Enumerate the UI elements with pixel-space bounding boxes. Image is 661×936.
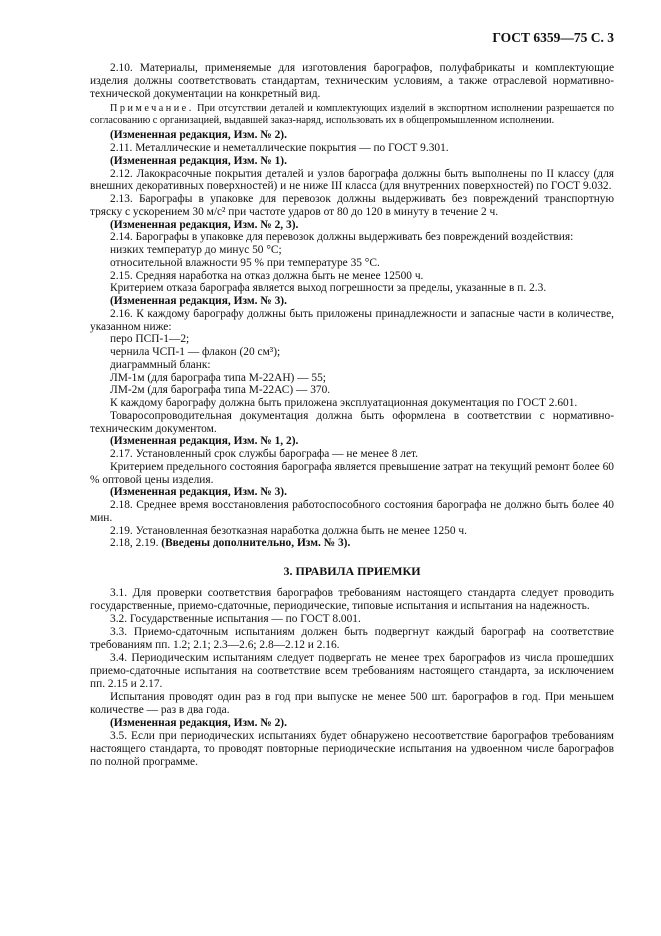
clause-2-13: 2.13. Барографы в упаковке для перевозок должны выдерживать без повреждений транспортную тряску с ускорением 30 м/с² при частоте ударов от 80 до 120 в минуту в течение 2 ч. bbox=[90, 193, 614, 218]
revision-note: (Измененная редакция, Изм. № 2). bbox=[110, 716, 287, 729]
clause-2-10: 2.10. Материалы, применяемые для изготовления барографов, полуфабрикаты и комплектующие изделия должны соответствовать стандартам, техническим условиям, а также отраслевой нормативно-технической документации на конкретный вид. bbox=[90, 62, 614, 100]
revision-note: (Измененная редакция, Изм. № 2, 3). bbox=[110, 218, 299, 231]
list-item: ЛМ-2м (для барографа типа М-22АС) — 370. bbox=[110, 384, 331, 397]
clause-2-19: 2.19. Установленная безотказная наработка должна быть не менее 1250 ч. bbox=[110, 524, 467, 537]
clause-2-11: 2.11. Металлические и неметаллические покрытия — по ГОСТ 9.301. bbox=[110, 142, 449, 154]
revision-note: (Измененная редакция, Изм. № 1). bbox=[110, 154, 287, 167]
note bbox=[90, 103, 614, 127]
list-item: чернила ЧСП-1 — флакон (20 см³); bbox=[110, 346, 281, 358]
addition-bold: (Введены дополнительно, Изм. № 3). bbox=[158, 537, 351, 550]
document-body bbox=[90, 62, 614, 769]
paragraph: Критерием отказа барографа является выход погрешности за пределы, указанные в п. 2.3. bbox=[110, 282, 547, 295]
clause-2-18: 2.18. Среднее время восстановления работоспособного состояния барографа не должно быть более 40 мин. bbox=[90, 499, 614, 524]
revision-note: (Измененная редакция, Изм. № 3). bbox=[110, 295, 287, 307]
clause-2-17: 2.17. Установленный срок службы барографа — не менее 8 лет. bbox=[110, 448, 418, 460]
list-item: перо ПСП-1—2; bbox=[110, 333, 190, 346]
list-item: низких температур до минус 50 °С; bbox=[110, 244, 282, 256]
note-label: Примечание. bbox=[110, 103, 194, 115]
addition-prefix: 2.18, 2.19. bbox=[110, 537, 159, 550]
list-item: относительной влажности 95 % при температуре 35 °С. bbox=[110, 256, 380, 269]
clause-2-12: 2.12. Лакокрасочные покрытия деталей и узлов барографа должны быть выполнены по II классу (для внешних декоративных поверхностей) и не ниже III класса (для внутренних поверхностей) по ГОСТ 9.032. bbox=[90, 167, 614, 193]
addition-note bbox=[90, 537, 614, 550]
clause-3-3: 3.3. Приемо-сдаточным испытаниям должен быть подвергнут каждый барограф на соответствие требованиям пп. 1.2; 2.1; 2.3—2.6; 2.8—2.12 и 2.16. bbox=[90, 625, 614, 651]
list-item: ЛМ-1м (для барографа типа М-22АН) — 55; bbox=[110, 371, 326, 384]
list-item: диаграммный бланк: bbox=[110, 358, 211, 371]
revision-note: (Измененная редакция, Изм. № 2). bbox=[110, 129, 287, 142]
revision-note: (Измененная редакция, Изм. № 1, 2). bbox=[110, 435, 299, 448]
clause-3-1: 3.1. Для проверки соответствия барографов требованиям настоящего стандарта следует проводить государственные, приемо-сдаточные, периодические, типовые испытания и испытания на надежность. bbox=[90, 586, 614, 612]
clause-2-15: 2.15. Средняя наработка на отказ должна быть не менее 12500 ч. bbox=[110, 269, 424, 282]
note-text: При отсутствии деталей и комплектующих изделий в экспортном исполнении разрешается по согласованию с организацией, выдавшей заказ-наряд, использовать их в общепромышленном исполнении. bbox=[90, 103, 614, 127]
paragraph: Испытания проводят один раз в год при выпуске не менее 500 шт. барографов в год. При меньшем количестве — раз в два года. bbox=[90, 690, 614, 716]
paragraph: Товаросопроводительная документация должна быть оформлена в соответствии с нормативно-техническим документом. bbox=[90, 409, 614, 435]
paragraph: К каждому барографу должна быть приложена эксплуатационная документация по ГОСТ 2.601. bbox=[110, 397, 578, 409]
revision-note: (Измененная редакция, Изм. № 3). bbox=[110, 486, 287, 499]
section-heading: 3. ПРАВИЛА ПРИЕМКИ bbox=[283, 564, 421, 578]
clause-3-4: 3.4. Периодическим испытаниям следует подвергать не менее трех барографов из числа прошедших приемо-сдаточные испытания на соответствие всем требованиям настоящего стандарта, за исключением пп. 2.15 и 2.17. bbox=[90, 651, 614, 690]
clause-3-5: 3.5. Если при периодических испытаниях будет обнаружено несоответствие барографов требованиям настоящего стандарта, то проводят повторные периодические испытания на удвоенном числе барографов по полной программе. bbox=[90, 729, 614, 768]
clause-2-14: 2.14. Барографы в упаковке для перевозок должны выдерживать без повреждений воздействия: bbox=[110, 231, 574, 244]
clause-2-16: 2.16. К каждому барографу должны быть приложены принадлежности и запасные части в количестве, указанном ниже: bbox=[90, 307, 614, 333]
paragraph: Критерием предельного состояния барографа является превышение затрат на текущий ремонт более 60 % оптовой цены изделия. bbox=[90, 460, 614, 486]
clause-3-2: 3.2. Государственные испытания — по ГОСТ 8.001. bbox=[110, 612, 361, 625]
page-header: ГОСТ 6359—75 С. 3 bbox=[492, 30, 614, 45]
